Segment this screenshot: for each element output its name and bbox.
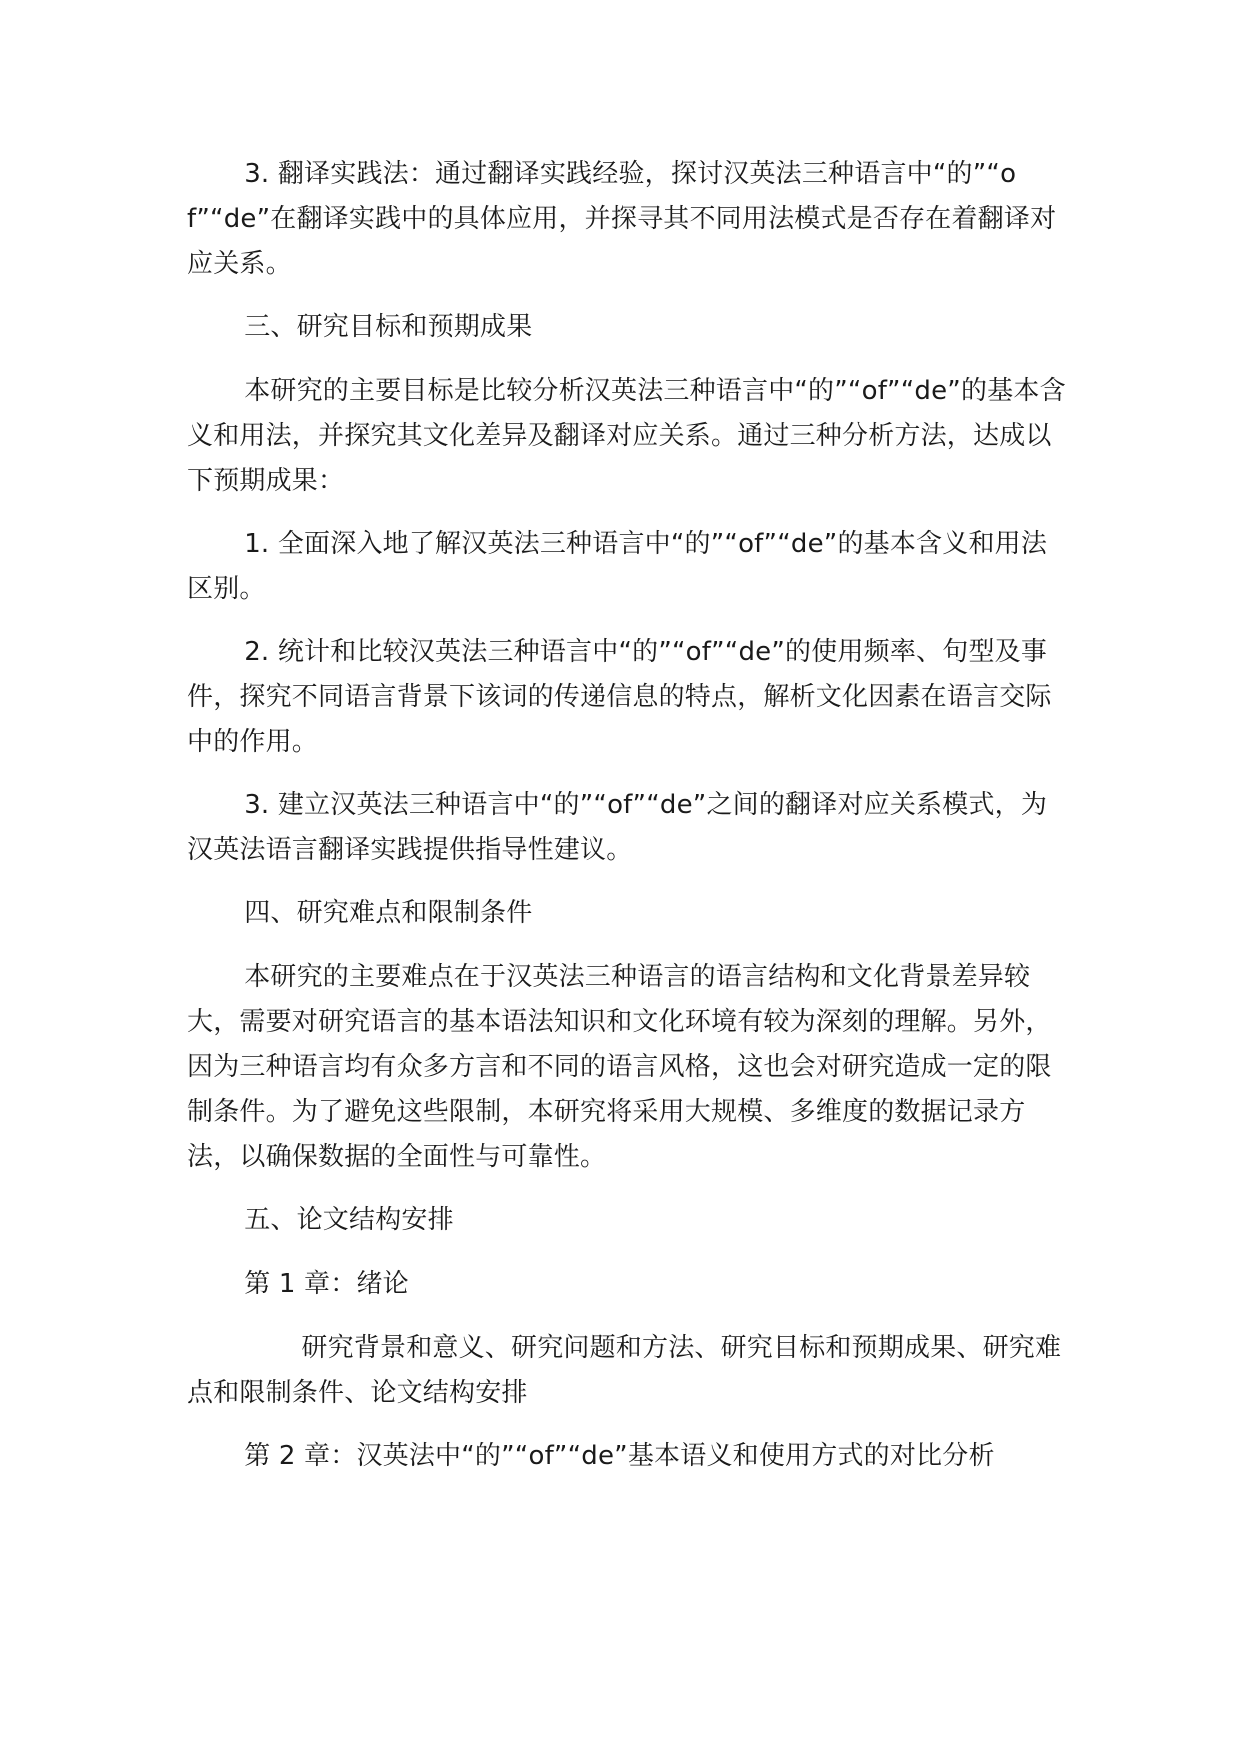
method-paragraph-translation-practice: 3. 翻译实践法：通过翻译实践经验，探讨汉英法三种语言中“的”“of”“de”在翻译实践中的具体应用，并探寻其不同用法模式是否存在着翻译对应关系。 — [187, 159, 1057, 279]
chapter-1-contents: 研究背景和意义、研究问题和方法、研究目标和预期成果、研究难点和限制条件、论文结构安排 — [187, 1333, 1062, 1408]
expected-result-3: 3. 建立汉英法三种语言中“的”“of”“de”之间的翻译对应关系模式，为汉英法语言翻译实践提供指导性建议。 — [187, 790, 1048, 865]
difficulties-paragraph: 本研究的主要难点在于汉英法三种语言的语言结构和文化背景差异较大，需要对研究语言的基本语法知识和文化环境有较为深刻的理解。另外，因为三种语言均有众多方言和不同的语言风格，这也会对研究造成一定的限制条件。为了避免这些限制，本研究将采用大规模、多维度的数据记录方法，以确保数据的全面性与可靠性。 — [187, 962, 1052, 1172]
chapter-1-title: 第 1 章：绪论 — [244, 1269, 409, 1299]
chapter-2-title: 第 2 章：汉英法中“的”“of”“de”基本语义和使用方式的对比分析 — [244, 1441, 995, 1471]
document-body — [187, 152, 1067, 1497]
goals-paragraph: 本研究的主要目标是比较分析汉英法三种语言中“的”“of”“de”的基本含义和用法，并探究其文化差异及翻译对应关系。通过三种分析方法，达成以下预期成果： — [187, 376, 1066, 496]
section-heading-difficulties: 四、研究难点和限制条件 — [244, 898, 533, 928]
section-heading-structure: 五、论文结构安排 — [244, 1205, 454, 1235]
expected-result-2: 2. 统计和比较汉英法三种语言中“的”“of”“de”的使用频率、句型及事件，探究不同语言背景下该词的传递信息的特点，解析文化因素在语言交际中的作用。 — [187, 637, 1052, 757]
section-heading-goals: 三、研究目标和预期成果 — [244, 312, 533, 342]
expected-result-1: 1. 全面深入地了解汉英法三种语言中“的”“of”“de”的基本含义和用法区别。 — [187, 529, 1048, 604]
